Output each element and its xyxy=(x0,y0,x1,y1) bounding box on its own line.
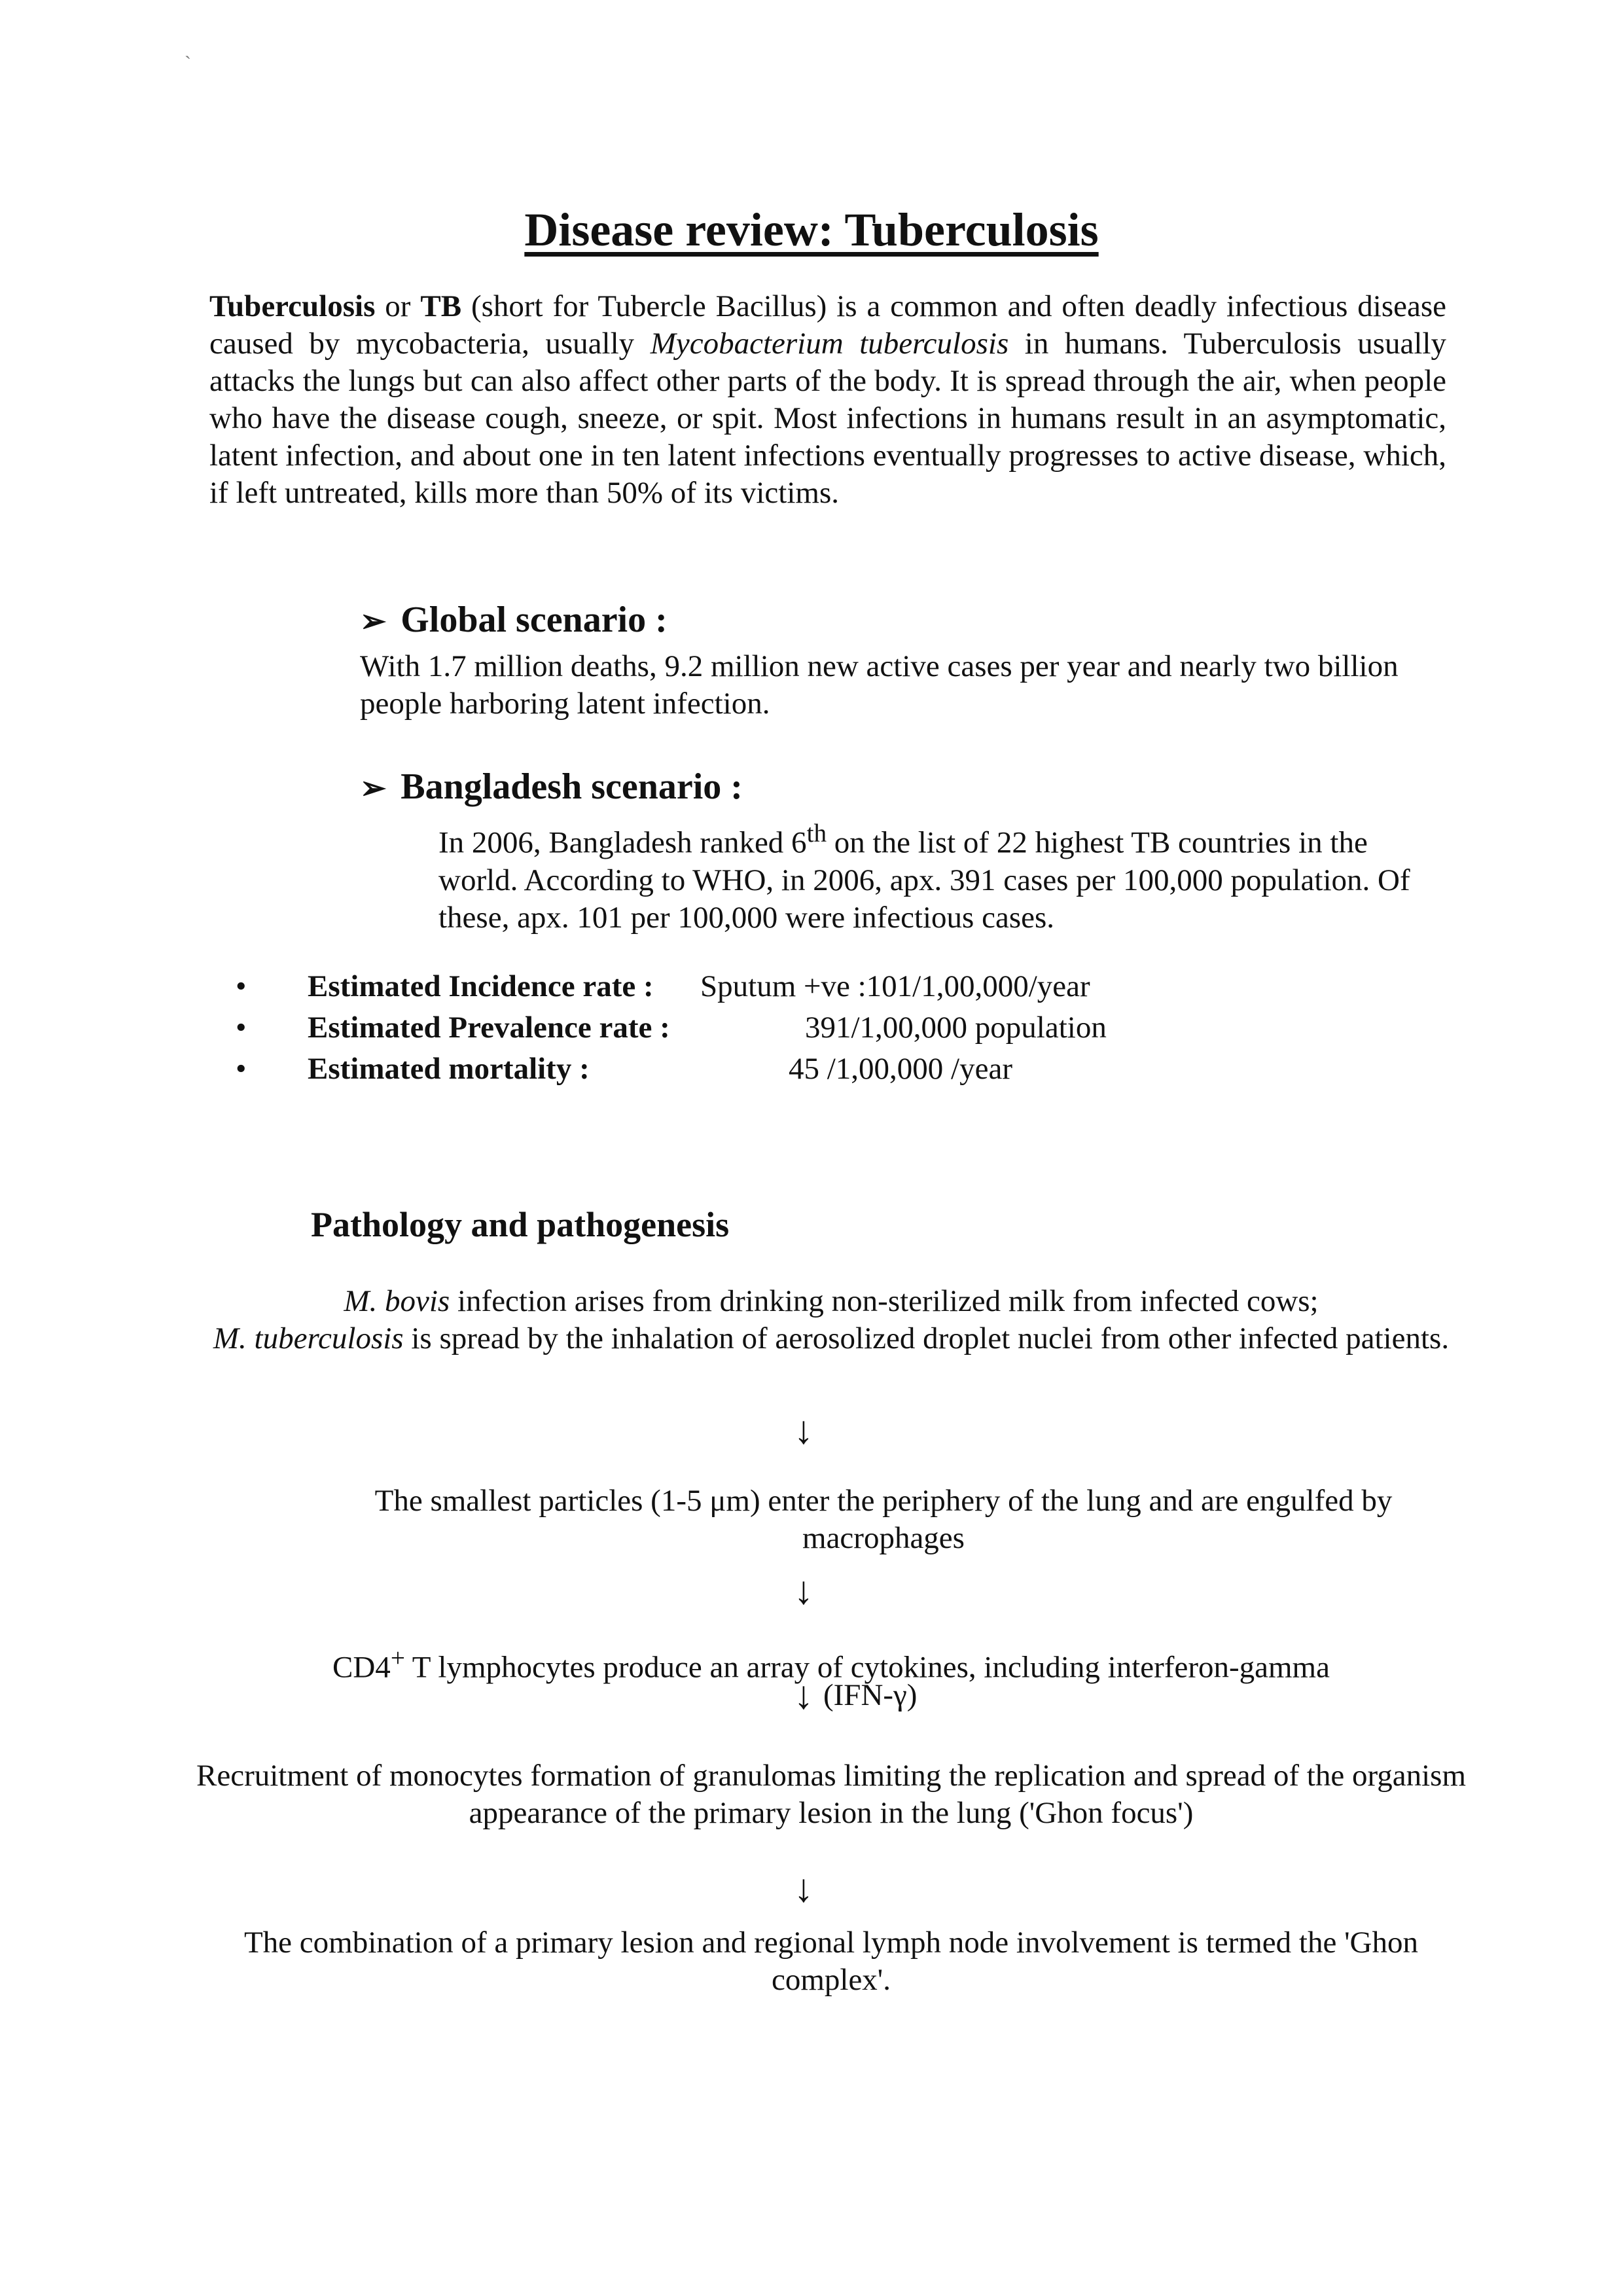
intro-text-1: (short for Tubercle Bacillus) is a common and often deadly infectious disease caused by mycobacteria, usually xyxy=(209,289,1446,361)
stat-value: 45 /1,00,000 /year xyxy=(789,1052,1012,1086)
ordinal-suffix: th xyxy=(806,819,827,848)
global-scenario-title: Global scenario : xyxy=(401,600,668,640)
step3-text-b: T lymphocytes produce an array of cytokines, including interferon-gamma xyxy=(404,1650,1330,1685)
step1-text-b: is spread by the inhalation of aerosolized droplet nuclei from other infected patients. xyxy=(403,1321,1450,1355)
bangladesh-scenario-text xyxy=(438,815,1446,937)
ifn-gamma-note: (IFN-γ) xyxy=(823,1678,918,1712)
stat-value: Sputum +ve :101/1,00,000/year xyxy=(700,969,1090,1003)
species-tuberculosis: M. tuberculosis xyxy=(213,1321,404,1355)
stat-row-incidence xyxy=(236,969,1348,1008)
down-arrow-icon: ↓ xyxy=(794,1867,813,1910)
bangladesh-scenario-heading xyxy=(360,766,743,808)
bullet-icon: • xyxy=(236,1011,247,1045)
bullet-icon: • xyxy=(236,969,247,1003)
global-scenario-text: With 1.7 million deaths, 9.2 million new active cases per year and nearly two billion people harboring latent infection. xyxy=(360,649,1399,721)
species-bovis: M. bovis xyxy=(344,1284,450,1318)
stat-row-prevalence xyxy=(236,1010,1348,1049)
step3-text-a: CD4 xyxy=(332,1650,391,1685)
bangladesh-text-b: on the list of 22 highest TB countries in the world. According to WHO, in 2006, apx. 391 cases per 100,000 population. Of these, apx. 101 per 100,000 were infectious cases. xyxy=(438,825,1410,935)
term-tuberculosis: Tuberculosis xyxy=(209,289,376,323)
pathology-heading: Pathology and pathogenesis xyxy=(311,1205,730,1244)
stat-value: 391/1,00,000 population xyxy=(805,1011,1107,1045)
flow-step-1 xyxy=(196,1283,1466,1357)
stat-row-mortality xyxy=(236,1051,1348,1090)
step3-superscript: + xyxy=(390,1644,405,1672)
bangladesh-text-a: In 2006, Bangladesh ranked 6 xyxy=(438,825,807,860)
flow-step-4: Recruitment of monocytes formation of granulomas limiting the replication and spread of the organism appearance of the primary lesion in the lung ('Ghon focus') xyxy=(196,1759,1467,1830)
stat-label: Estimated mortality : xyxy=(308,1052,590,1086)
flow-step-2: The smallest particles (1-5 μm) enter the periphery of the lung and are engulfed by macrophages xyxy=(374,1484,1393,1555)
stat-label: Estimated Prevalence rate : xyxy=(308,1011,670,1045)
species-name: Mycobacterium tuberculosis xyxy=(650,327,1009,361)
scan-speck: ` xyxy=(185,52,191,74)
global-scenario-heading xyxy=(360,599,668,641)
down-arrow-icon: ↓ xyxy=(794,1674,813,1717)
intro-paragraph xyxy=(209,288,1446,512)
intro-or: or xyxy=(375,289,421,323)
arrowhead-bullet-icon: ➢ xyxy=(360,771,387,806)
bullet-icon: • xyxy=(236,1052,247,1086)
bangladesh-scenario-title: Bangladesh scenario : xyxy=(401,766,743,807)
flow-step-5: The combination of a primary lesion and regional lymph node involvement is termed the 'Ghon complex'. xyxy=(243,1926,1419,1997)
stat-label: Estimated Incidence rate : xyxy=(308,969,654,1003)
intro-text-2: in humans. Tuberculosis usually attacks the lungs but can also affect other parts of the body. It is spread through the air, when people who have the disease cough, sneeze, or spit. Most infections in humans result in an asymptomatic, latent infection, and about one in ten latent infections eventually progresses to active disease, which, if left untreated, kills more than 50% of its victims. xyxy=(209,327,1446,510)
down-arrow-icon: ↓ xyxy=(794,1408,813,1452)
page-title: Disease review: Tuberculosis xyxy=(524,204,1099,256)
arrowhead-bullet-icon: ➢ xyxy=(360,604,387,639)
down-arrow-icon: ↓ xyxy=(794,1569,813,1612)
term-tb: TB xyxy=(420,289,462,323)
step1-text-a: infection arises from drinking non-sterilized milk from infected cows; xyxy=(450,1284,1319,1318)
